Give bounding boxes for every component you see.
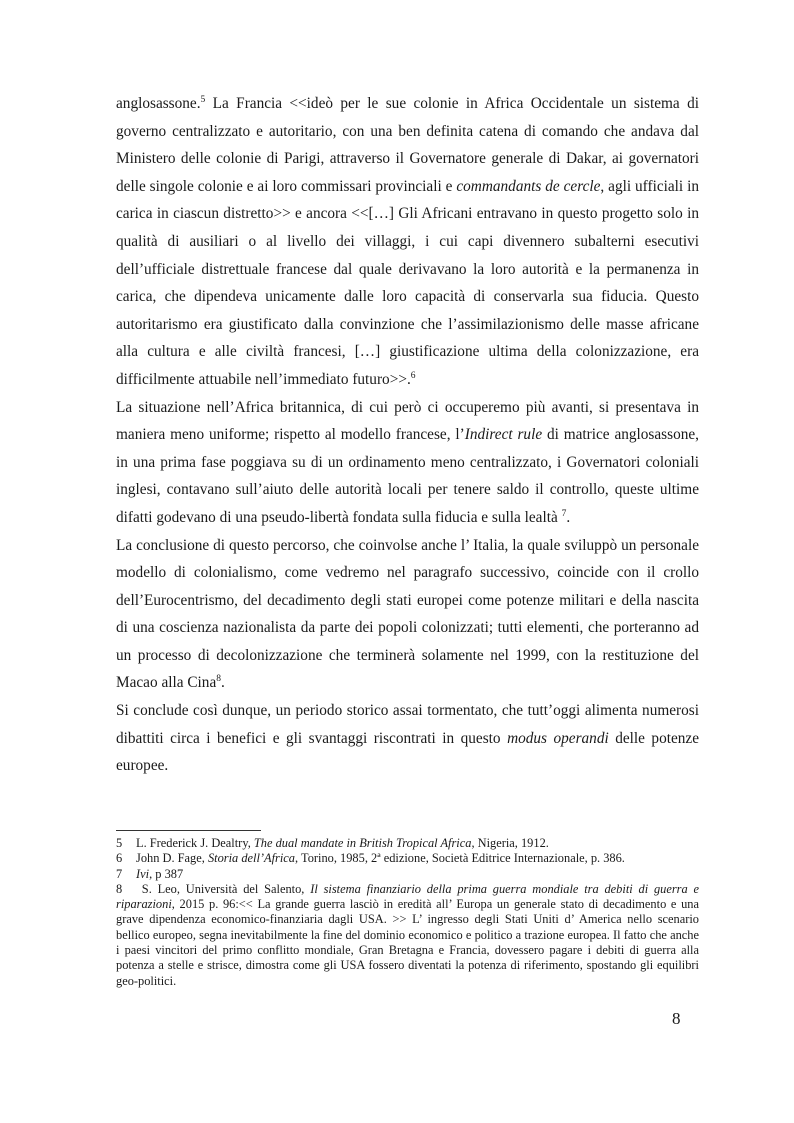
text-span: La conclusione di questo percorso, che coinvolse anche l’ Italia, la quale sviluppò un personale modello di colonialismo, come vedremo nel paragrafo successivo, coincide con il crollo dell’Eurocentrismo, del decadimento degli stati europei come potenze militari e della nascita di una coscienza nazionalista da parte dei popoli colonizzati; tutti elementi, che porteranno ad un processo di decolonizzazione che terminerà solamente nel 1999, con la restituzione del Macao alla Cina: [116, 536, 699, 692]
footnotes: [116, 836, 699, 989]
footnote-text: S. Leo, Università del Salento,: [136, 881, 311, 896]
footnote-text: , Torino, 1985, 2ª edizione, Società Editrice Internazionale, p. 386.: [295, 851, 625, 866]
footnote-text: , Nigeria, 1912.: [471, 836, 549, 850]
paragraph-4: [116, 697, 699, 780]
footnote-text: , p 387: [149, 866, 184, 881]
paragraph-1: [116, 90, 699, 394]
footnote-italic: Il sistema finanziario della prima guerra mondiale tra debiti di guerra e riparazioni: [116, 881, 699, 912]
italic-text: commandants de cercle: [456, 177, 601, 195]
footnote-text: L. Frederick J. Dealtry,: [136, 836, 254, 850]
footnote-ref-8[interactable]: 8: [216, 674, 221, 685]
text-span: anglosassone.: [116, 95, 201, 112]
text-span: , agli ufficiali in carica in ciascun distretto>> e ancora <<[…] Gli Africani entravano in questo progetto solo in qualità di ausiliari o al livello dei villaggi, i cui capi divennero subalterni esecutivi dell’ufficiale distrettuale francese dal quale derivavano la loro autorità e la permanenza in carica, che dipendeva unicamente dalle loro capacità di conservarla sua fiducia. Questo autoritarismo era giustificato dalla convinzione che l’assimilazionismo delle masse africane alla cultura e alle civiltà francesi, […] giustificazione ultima della colonizzazione, era difficilmente attuabile nell’immediato futuro>>.: [116, 177, 699, 388]
footnote-ref-6[interactable]: 6: [410, 370, 416, 381]
text-span: .: [221, 674, 225, 692]
footnote-separator: [116, 830, 261, 831]
footnote-italic: Ivi: [136, 866, 150, 881]
text-span: delle potenze europee.: [116, 729, 699, 775]
footnote-number: 5: [116, 836, 123, 850]
footnote-italic: The dual mandate in British Tropical Africa: [253, 836, 472, 850]
italic-text: Indirect rule: [464, 426, 543, 444]
text-span: .: [566, 508, 571, 526]
italic-text: modus operandi: [507, 729, 609, 747]
paragraph-2: [116, 394, 699, 532]
footnote-text: John D. Fage,: [136, 851, 208, 866]
footnote-number: 8: [116, 881, 123, 896]
footnote-8: [116, 882, 699, 989]
text-span: La situazione nell’Africa britannica, di cui però ci occuperemo più avanti, si presentava in maniera meno uniforme; rispetto al modello francese, l’: [116, 398, 699, 444]
footnote-number: 7: [116, 866, 123, 881]
body-text: [116, 90, 699, 780]
footnote-number: 6: [116, 851, 123, 866]
footnote-italic: Storia dell’Africa: [207, 851, 296, 866]
footnote-5: [116, 836, 699, 851]
text-span: di matrice anglosassone, in una prima fase poggiava su di un ordinamento meno centralizzato, i Governatori coloniali inglesi, contavano sull’aiuto delle autorità locali per tenere saldo il controllo, queste ultime difatti godevano di una pseudo-libertà fondata sulla fiducia e sulla lealtà: [116, 426, 699, 526]
footnote-ref-7[interactable]: 7: [561, 508, 567, 519]
text-span: La Francia <<ideò per le sue colonie in Africa Occidentale un sistema di governo centralizzato e autoritario, con una ben definita catena di comando che andava dal Ministero delle colonie di Parigi, attraverso il Governatore generale di Dakar, ai governatori delle singole colonie e ai loro commissari provinciali e: [116, 95, 699, 195]
footnote-text: , 2015 p. 96:<< La grande guerra lasciò in eredità all’ Europa un generale stato di decadimento e una grave dipendenza economico-finanziaria dagli USA. >> L’ ingresso degli Stati Uniti d’ America nello scenario bellico europeo, segna inevitabilmente la fine del dominio economico e politico a trazione europea. Il fatto che anche i paesi vincitori del primo conflitto mondiale, Gran Bretagna e Francia, dovessero pagare i debiti di guerra alla potenza a stelle e strisce, dimostra come gli USA fossero diventati la potenza di riferimento, spostando gli equilibri geo-politici.: [116, 897, 699, 988]
footnote-6: [116, 851, 699, 866]
paragraph-3: [116, 532, 699, 698]
page-number: 8: [672, 1009, 681, 1028]
text-span: Si conclude così dunque, un periodo storico assai tormentato, che tutt’oggi alimenta numerosi dibattiti circa i benefici e gli svantaggi riscontrati in questo: [116, 702, 699, 747]
footnote-7: [116, 867, 699, 882]
footnote-ref-5[interactable]: 5: [200, 95, 206, 105]
